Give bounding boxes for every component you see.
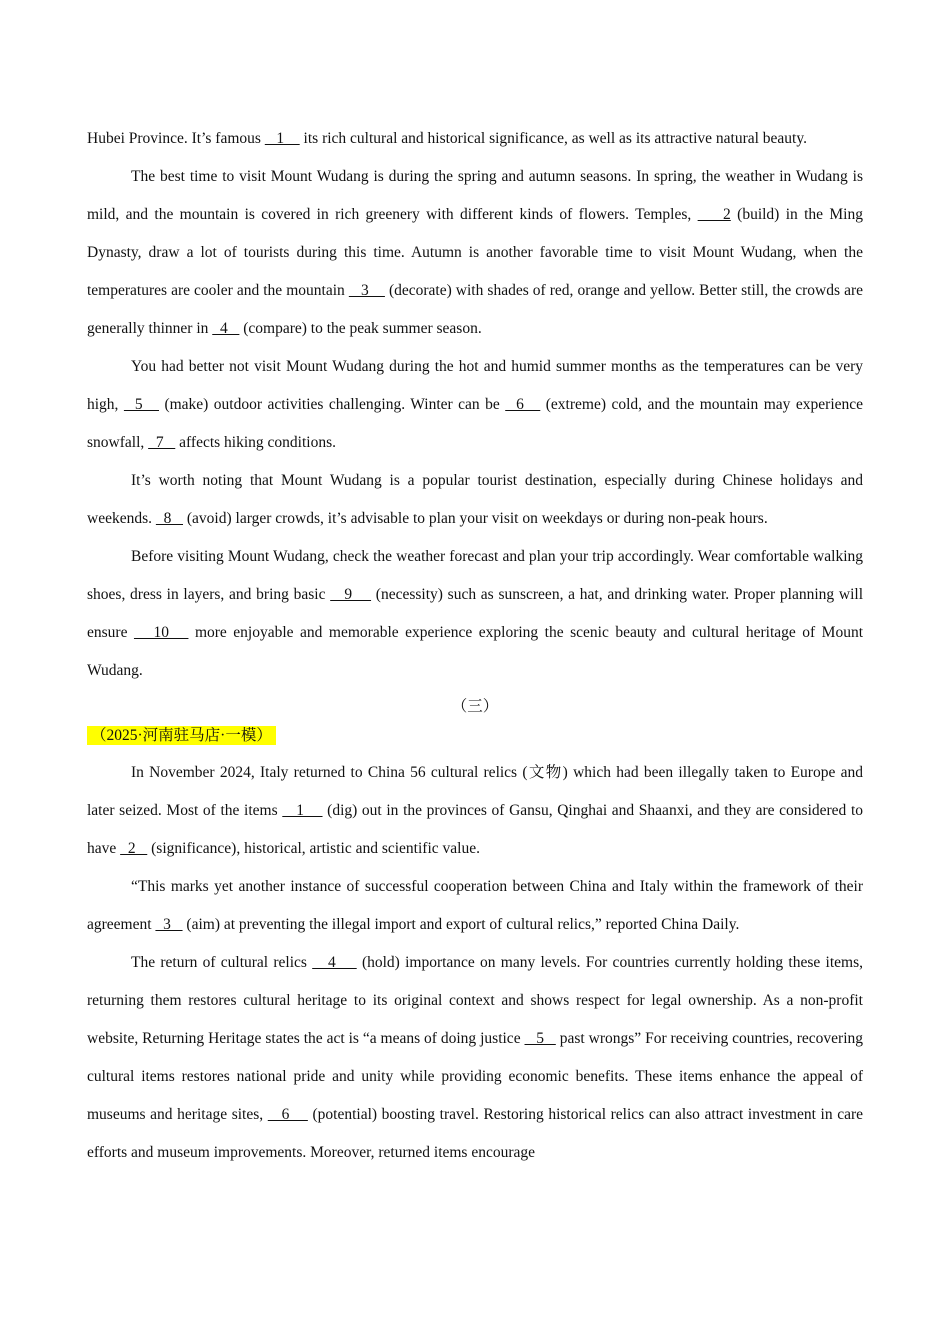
passage-paragraph: The best time to visit Mount Wudang is during the spring and autumn seasons. In spring, the weather in Wudang is mild, and the mountain is covered in rich greenery with different kinds of flowers. Temples, 2 (build) in the Ming Dynasty, draw a lot of tourists during this time. Autumn is another favorable time to visit Mount Wudang, when the temperatures are cooler and the mountain 3 (decorate) with shades of red, orange and yellow. Better still, the crowds are generally thinner in 4 (compare) to the peak summer season. (87, 168, 863, 337)
passage-paragraph: The return of cultural relics 4 (hold) importance on many levels. For countries currently holding these items, returning them restores cultural heritage to its original context and shows respect for legal ownership. As a non-profit website, Returning Heritage states the act is “a means of doing justice 5 past wrongs” For receiving countries, recovering cultural items restores national pride and unity while providing economic benefits. These items enhance the appeal of museums and heritage sites, 6 (potential) boosting travel. Restoring historical relics can also attract investment in care efforts and museum improvements. Moreover, returned items encourage (87, 954, 864, 1161)
answer-blank[interactable]: 3 (348, 282, 385, 299)
answer-blank[interactable]: 4 (312, 954, 357, 971)
answer-blank[interactable]: 6 (505, 396, 541, 413)
answer-blank[interactable]: 8 (155, 510, 183, 527)
passage-paragraph: “This marks yet another instance of successful cooperation between China and Italy within the framework of their agreement 3 (aim) at preventing the illegal import and export of cultural relics,” reported China Daily. (87, 878, 863, 933)
passage-paragraph: Before visiting Mount Wudang, check the weather forecast and plan your trip accordingly. Wear comfortable walking shoes, dress in layers, and bring basic 9 (necessity) such as sunscreen, a hat, and drinking water. Proper planning will ensure 10 more enjoyable and memorable experience exploring the scenic beauty and cultural heritage of Mount Wudang. (87, 548, 864, 679)
answer-blank[interactable]: 4 (212, 320, 240, 337)
source-tag-line (87, 724, 863, 748)
answer-blank[interactable]: 9 (330, 586, 372, 603)
answer-blank[interactable]: 7 (148, 434, 176, 451)
passage-paragraph: In November 2024, Italy returned to China 56 cultural relics (文物) which had been illegally taken to Europe and later seized. Most of the items 1 (dig) out in the provinces of Gansu, Qinghai and Shaanxi, and they are considered to have 2 (significance), historical, artistic and scientific value. (87, 764, 864, 857)
answer-blank[interactable]: 1 (282, 802, 323, 819)
answer-blank[interactable]: 2 (697, 206, 731, 223)
answer-blank[interactable]: 5 (524, 1030, 556, 1047)
document-body (87, 120, 863, 1172)
answer-blank[interactable]: 3 (155, 916, 183, 933)
answer-blank[interactable]: 1 (264, 130, 300, 147)
answer-blank[interactable]: 5 (123, 396, 159, 413)
passage-paragraph: Hubei Province. It’s famous 1 its rich cultural and historical significance, as well as its attractive natural beauty. (87, 130, 807, 147)
answer-blank[interactable]: 6 (267, 1106, 308, 1123)
source-tag: （2025·河南驻马店·一模） (87, 726, 276, 745)
passage-paragraph: It’s worth noting that Mount Wudang is a popular tourist destination, especially during Chinese holidays and weekends. 8 (avoid) larger crowds, it’s advisable to plan your visit on weekdays or during non-peak hours. (87, 472, 863, 527)
answer-blank[interactable]: 2 (120, 840, 148, 857)
answer-blank[interactable]: 10 (133, 624, 189, 641)
section-heading: （三） (451, 698, 499, 715)
passage-paragraph: You had better not visit Mount Wudang during the hot and humid summer months as the temperatures can be very high, 5 (make) outdoor activities challenging. Winter can be 6 (extreme) cold, and the mountain may experience snowfall, 7 affects hiking conditions. (87, 358, 864, 451)
